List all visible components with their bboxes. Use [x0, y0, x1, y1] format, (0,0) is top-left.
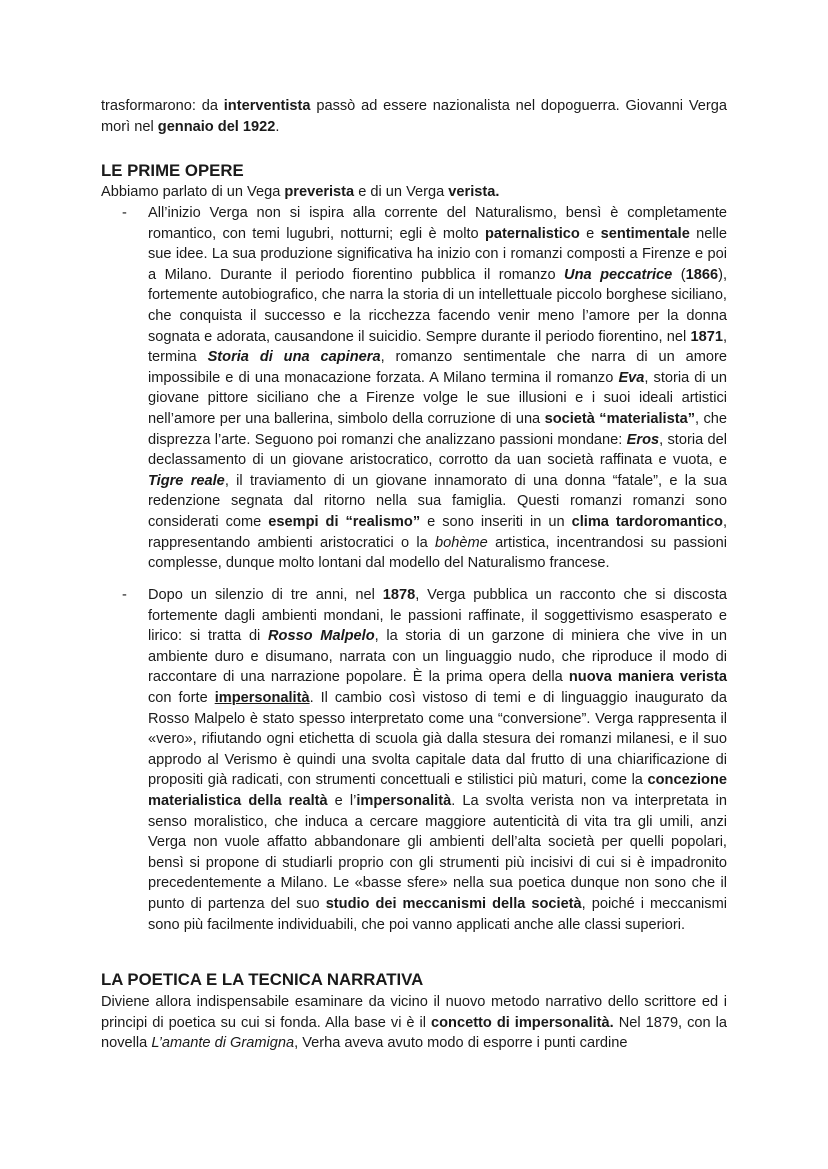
bold-text: esempi di “realismo” — [268, 513, 421, 530]
text: , storia del declassamento di un giovane aristocratico, corrotto da uan società raffinata e vuota, e — [148, 431, 727, 469]
bold-text: concetto di impersonalità. — [431, 1014, 614, 1031]
book-title: Eros — [626, 431, 660, 448]
italic-text: bohème — [435, 534, 488, 551]
text: nelle sue idee. La sua produzione significativa ha inizio con i romanzi composti a Firenze e poi a Milano. Durante il periodo fiorentino pubblica il romanzo — [148, 225, 727, 283]
text: e l’ — [327, 792, 357, 809]
book-title: Rosso Malpelo — [268, 628, 375, 645]
bold-text: interventista — [223, 98, 311, 114]
bold-text: paternalistico — [484, 225, 580, 242]
text: , Verha aveva avuto modo di esporre i punti cardine — [294, 1035, 628, 1052]
bold-text: studio dei meccanismi della società — [325, 895, 582, 912]
bold-text: preverista — [284, 184, 355, 200]
list-bullet: - — [122, 587, 127, 603]
list-bullet: - — [122, 205, 127, 221]
book-title: Tigre reale — [148, 472, 225, 489]
bold-text: gennaio del 1922 — [157, 118, 276, 135]
text: ), fortemente autobiografico, che narra la storia di un intellettuale piccolo borghese siciliano, che conquista il successo e la ricchezza facendo venir meno l’amore per la donna sognata e adorata, causandone il suicidio. Sempre durante il periodo fiorentino, nel — [148, 266, 727, 345]
text: e — [579, 225, 601, 242]
text: trasformarono: da — [101, 98, 224, 114]
text: . — [275, 118, 280, 135]
intro-paragraph — [101, 96, 727, 137]
bold-text: 1871 — [690, 328, 723, 345]
underlined-bold-text: impersonalità — [214, 689, 310, 706]
bold-text: verista. — [448, 184, 500, 200]
list-item-early-works — [148, 203, 727, 574]
book-title: Storia di una capinera — [207, 349, 381, 366]
list-item-verismo-turn — [148, 585, 727, 935]
text: con forte — [148, 689, 215, 706]
text: Nel 1879, con la novella — [101, 1014, 727, 1052]
text: , Verga pubblica un racconto che si discosta fortemente dagli ambienti mondani, le passioni raffinate, il soggettivismo esasperato e lirico: si tratta di — [148, 587, 727, 645]
bold-text: società “materialista” — [544, 410, 696, 427]
section-heading-poetica: LA POETICA E LA TECNICA NARRATIVA — [101, 970, 424, 989]
text: passò ad essere nazionalista nel dopoguerra. Giovanni Verga morì nel — [101, 98, 727, 135]
text: Abbiamo parlato di un Vega — [101, 184, 285, 200]
bold-text: sentimentale — [600, 225, 690, 242]
text: , poiché i meccanismi sono più facilmente individuabili, che poi vanno applicati anche alle classi superiori. — [148, 895, 727, 933]
bold-text: nuova maniera verista — [568, 669, 727, 686]
text: ( — [672, 266, 686, 283]
text: , rappresentando ambienti aristocratici o la — [148, 513, 727, 551]
book-title: Una peccatrice — [564, 266, 673, 283]
italic-text: L’amante di Gramigna — [151, 1035, 295, 1052]
text: , termina — [148, 328, 727, 366]
bold-text: concezione materialistica della realtà — [148, 772, 727, 809]
bold-text: 1878 — [382, 587, 416, 603]
text: e sono inseriti in un — [420, 513, 572, 530]
bold-text: clima tardoromantico — [571, 513, 723, 530]
section-heading-prime-opere: LE PRIME OPERE — [101, 161, 244, 180]
text: , romanzo sentimentale che narra di un amore impossibile e di una monacazione forzata. A Milano termina il romanzo — [148, 349, 727, 386]
text: artistica, incentrandosi su passioni complesse, dunque molto lontani dal modello del Naturalismo francese. — [148, 534, 727, 572]
text: Diviene allora indispensabile esaminare da vicino il nuovo metodo narrativo dello scrittore ed i principi di poetica su cui si fonda. Alla base vi è il — [101, 994, 727, 1031]
text: , il traviamento di un giovane innamorato di una donna “fatale”, e la sua redenzione segnata dal ritorno nella sua famiglia. Questi romanzi romanzi sono considerati come — [148, 472, 727, 530]
text: . Il cambio così vistoso di temi e di linguaggio inaugurato da Rosso Malpelo è stato spesso interpretato come una “conversione”. Verga rappresenta il «vero», rifiutando ogni etichetta di scuola già dalla stesura dei romanzi milanesi, e il suo approdo al Verismo è quindi una svolta capitale data dal frutto di una chiarificazione di propositi già radicati, con strumenti concettuali e stilistici più maturi, come la — [148, 689, 727, 789]
text: , la storia di un garzone di miniera che vive in un ambiente duro e disumano, narrata con un linguaggio nudo, che riproduce il modo di raccontare di una narrazione popolare. È la prima opera della — [148, 628, 727, 686]
bold-text: impersonalità — [356, 792, 452, 809]
book-title: Eva — [618, 369, 645, 386]
text: Dopo un silenzio di tre anni, nel — [148, 587, 383, 603]
text: . La svolta verista non va interpretata in senso moralistico, che induca a cercare maggiore autenticità di vita tra gli umili, anzi Verga non vuole affatto abbandonare gli ambienti dell’alta società per quelli popolari, bensì si propone di studiarli proprio con gli strumenti più incisivi di cui si è impadronito precedentemente a Milano. Le «basse sfere» nella sua poetica dunque non sono che il punto di partenza del suo — [148, 792, 727, 912]
poetica-paragraph — [101, 992, 727, 1054]
text: , che disprezza l’arte. Seguono poi romanzi che analizzano passioni mondane: — [148, 410, 728, 448]
text: , storia di un giovane pittore siciliano che a Firenze volge le sue illusioni e i suoi ideali artistici nell’amore per una ballerina, simbolo della corruzione di una — [148, 369, 727, 427]
section-lead-paragraph — [101, 182, 727, 203]
bold-text: 1866 — [685, 266, 719, 283]
text: e di un Verga — [354, 184, 449, 200]
text: All’inizio Verga non si ispira alla corrente del Naturalismo, bensì è completamente romantico, con temi lugubri, notturni; egli è molto — [148, 205, 727, 242]
